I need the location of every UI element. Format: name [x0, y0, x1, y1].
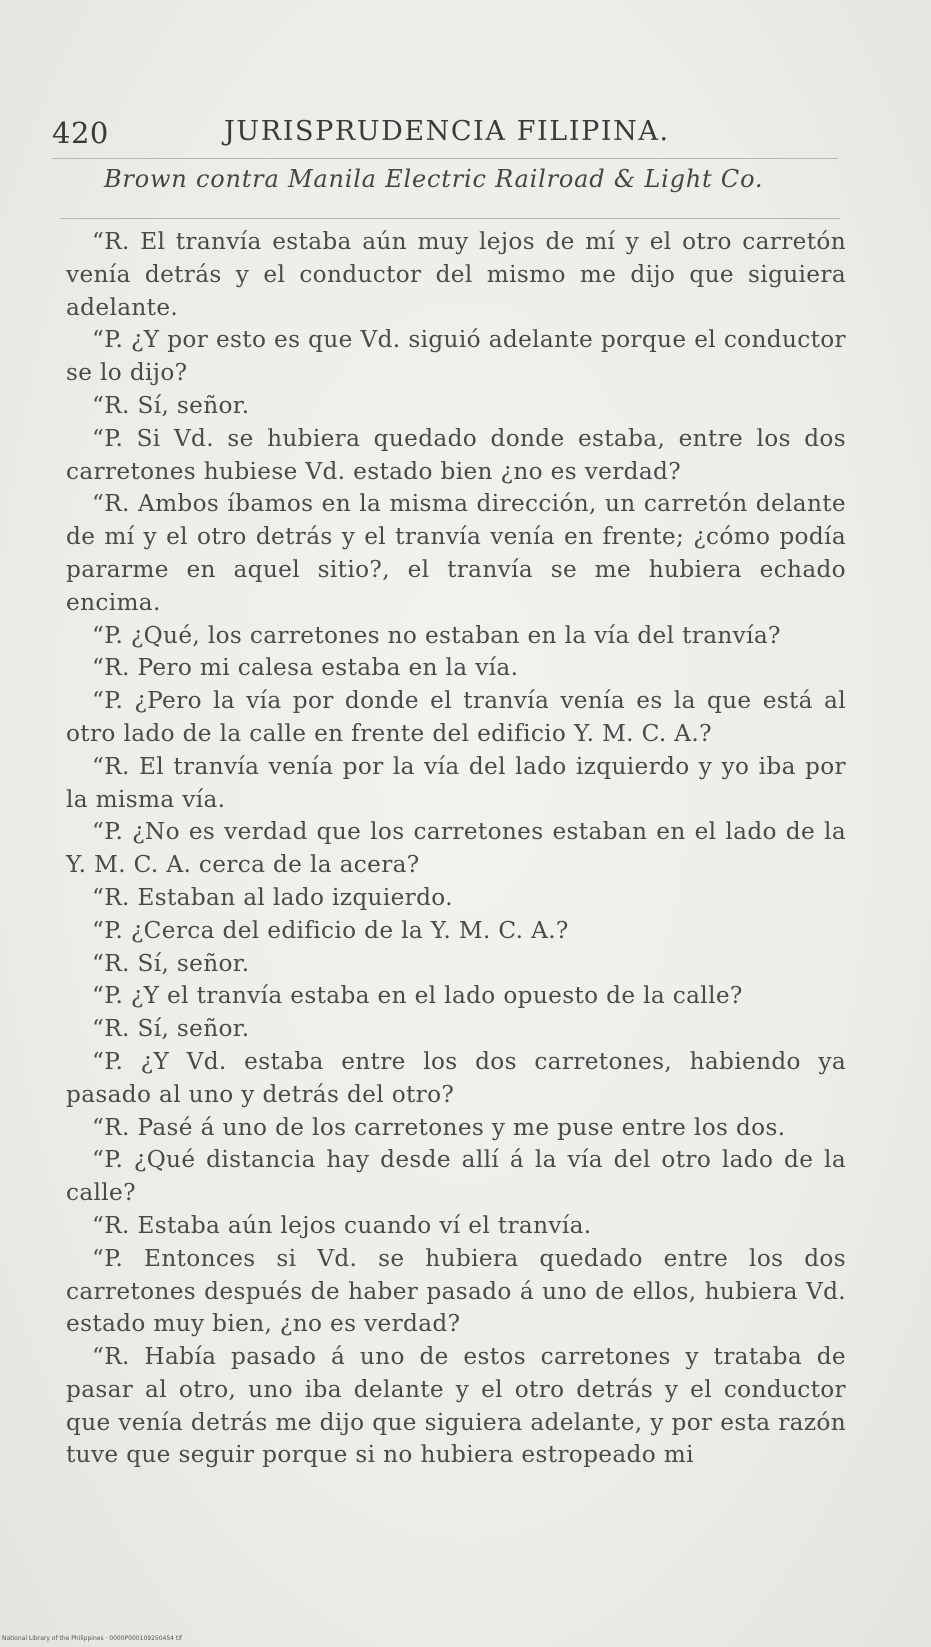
page-number: 420: [52, 116, 109, 150]
paragraph: “P. Si Vd. se hubiera quedado donde estaba, entre los dos carretones hubiese Vd. estado bien ¿no es verdad?: [66, 424, 846, 485]
subtitle-rule: [60, 218, 840, 219]
paragraph: “R. Había pasado á uno de estos carretones y trataba de pasar al otro, uno iba delante y el otro detrás y el conductor que venía detrás me dijo que siguiera adelante, y por esta razón tuve que seguir porque si no hubiera estropeado mi: [66, 1343, 846, 1469]
paragraph: “P. Entonces si Vd. se hubiera quedado entre los dos carretones después de haber pasado á uno de ellos, hubiera Vd. estado muy bien, ¿no es verdad?: [66, 1244, 846, 1338]
paragraph: “R. Pasé á uno de los carretones y me puse entre los dos.: [92, 1113, 786, 1141]
paragraph: “R. Sí, señor.: [92, 949, 250, 977]
paragraph: “R. El tranvía venía por la vía del lado izquierdo y yo iba por la misma vía.: [66, 752, 846, 813]
running-title: JURISPRUDENCIA FILIPINA.: [224, 116, 670, 147]
scan-footer: National Library of the Philippines · 0000P000109250454 tif: [2, 1635, 183, 1642]
paragraph: “R. El tranvía estaba aún muy lejos de mí y el otro carretón venía detrás y el conductor del mismo me dijo que siguiera adelante.: [66, 228, 846, 321]
paragraph: “P. ¿Y Vd. estaba entre los dos carretones, habiendo ya pasado al uno y detrás del otro?: [66, 1047, 846, 1108]
paragraph: “R. Ambos íbamos en la misma dirección, un carretón delante de mí y el otro detrás y el tranvía venía en frente; ¿cómo podía pararme en aquel sitio?, el tranvía se me hubiera echado encima.: [66, 490, 846, 616]
paragraph: “R. Sí, señor.: [92, 391, 250, 419]
paragraph: “P. ¿No es verdad que los carretones estaban en el lado de la Y. M. C. A. cerca de la acera?: [66, 818, 846, 879]
paragraph: “P. ¿Pero la vía por donde el tranvía venía es la que está al otro lado de la calle en frente del edificio Y. M. C. A.?: [66, 687, 846, 747]
paragraph: “R. Estaba aún lejos cuando ví el tranvía.: [92, 1211, 592, 1239]
page-header: [52, 116, 852, 156]
header-rule: [52, 158, 838, 159]
paragraph: “R. Pero mi calesa estaba en la vía.: [92, 654, 519, 682]
paragraph: “P. ¿Qué distancia hay desde allí á la vía del otro lado de la calle?: [66, 1146, 846, 1207]
case-subtitle: Brown contra Manila Electric Railroad & Light Co.: [104, 165, 764, 193]
testimony-body: [66, 226, 846, 1472]
paragraph: “R. Estaban al lado izquierdo.: [92, 883, 453, 911]
paragraph: “P. ¿Y el tranvía estaba en el lado opuesto de la calle?: [92, 982, 743, 1010]
paragraph: “P. ¿Cerca del edificio de la Y. M. C. A.?: [92, 916, 569, 944]
paragraph: “R. Sí, señor.: [92, 1015, 250, 1043]
paragraph: “P. ¿Qué, los carretones no estaban en la vía del tranvía?: [92, 621, 781, 649]
paragraph: “P. ¿Y por esto es que Vd. siguió adelante porque el conductor se lo dijo?: [66, 326, 846, 387]
